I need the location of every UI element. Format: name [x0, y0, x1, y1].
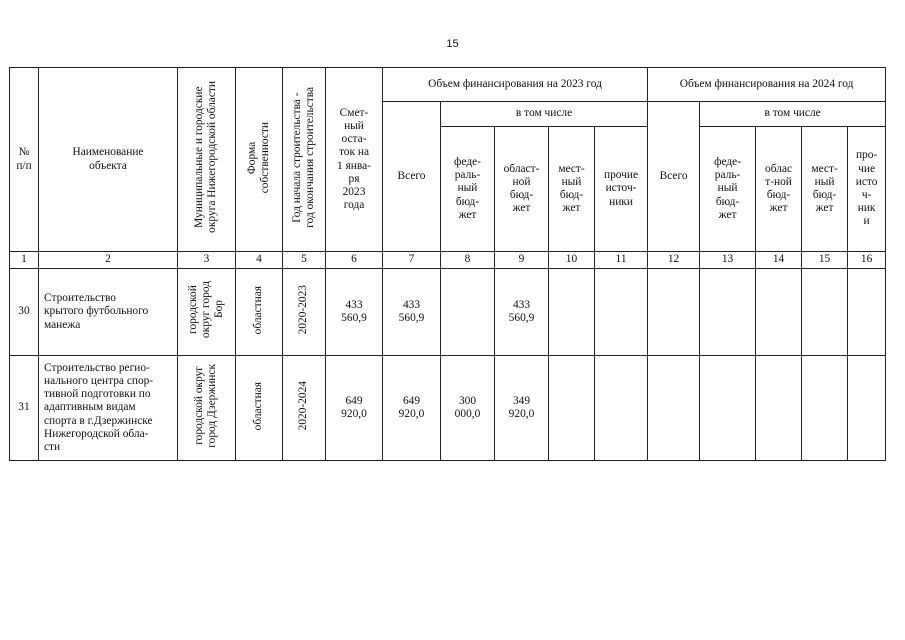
federal-2023: 300 000,0	[441, 356, 495, 461]
other-2023	[595, 356, 648, 461]
header-total-2023: Всего	[383, 102, 441, 252]
header-ownership-cell	[236, 68, 283, 252]
estimated-remainder: 649 920,0	[326, 356, 383, 461]
header-municipal: Муниципальные и городские округа Нижегородской области	[193, 81, 219, 234]
column-number: 14	[756, 252, 802, 269]
ownership-cell	[236, 356, 283, 461]
column-number: 8	[441, 252, 495, 269]
column-number: 12	[648, 252, 700, 269]
other-2024	[848, 269, 886, 356]
column-number: 3	[178, 252, 236, 269]
total-2024	[648, 356, 700, 461]
total-2023: 649 920,0	[383, 356, 441, 461]
funding-table	[9, 67, 886, 461]
construction-years: 2020-2024	[297, 381, 310, 431]
column-number: 7	[383, 252, 441, 269]
table-row	[10, 269, 886, 356]
ownership: областная	[252, 381, 265, 431]
header-including-2023: в том числе	[441, 102, 648, 127]
column-number: 11	[595, 252, 648, 269]
header-no: № п/п	[10, 68, 39, 252]
header-including-2024: в том числе	[700, 102, 886, 127]
municipality-cell	[178, 269, 236, 356]
regional-2023: 433 560,9	[495, 269, 549, 356]
header-other-2023: прочие источ- ники	[595, 127, 648, 252]
municipality: городской округ город Бор	[186, 281, 226, 339]
column-number: 1	[10, 252, 39, 269]
header-row-1	[10, 68, 886, 102]
row-number: 31	[10, 356, 39, 461]
column-number: 4	[236, 252, 283, 269]
object-name: Строительство крытого футбольного манежа	[39, 269, 178, 356]
column-number: 5	[283, 252, 326, 269]
local-2023	[549, 356, 595, 461]
local-2024	[802, 356, 848, 461]
header-regional-2024: облас т-ной бюд- жет	[756, 127, 802, 252]
other-2023	[595, 269, 648, 356]
ownership: областная	[252, 285, 265, 335]
header-funding-2023: Объем финансирования на 2023 год	[383, 68, 648, 102]
regional-2024	[756, 356, 802, 461]
ownership-cell	[236, 269, 283, 356]
page-number: 15	[446, 38, 459, 50]
regional-2023: 349 920,0	[495, 356, 549, 461]
estimated-remainder: 433 560,9	[326, 269, 383, 356]
header-local-2023: мест- ный бюд- жет	[549, 127, 595, 252]
local-2023	[549, 269, 595, 356]
header-federal-2023: феде- раль- ный бюд- жет	[441, 127, 495, 252]
header-local-2024: мест- ный бюд- жет	[802, 127, 848, 252]
federal-2024	[700, 356, 756, 461]
municipality: городской округ город Дзержинск	[193, 364, 219, 448]
header-years: Год начала строительства - год окончания строительства	[290, 86, 316, 228]
regional-2024	[756, 269, 802, 356]
years-cell	[283, 269, 326, 356]
local-2024	[802, 269, 848, 356]
column-number: 9	[495, 252, 549, 269]
total-2024	[648, 269, 700, 356]
table-row	[10, 356, 886, 461]
other-2024	[848, 356, 886, 461]
federal-2024	[700, 269, 756, 356]
column-number: 15	[802, 252, 848, 269]
header-federal-2024: феде- раль- ный бюд- жет	[700, 127, 756, 252]
header-funding-2024: Объем финансирования на 2024 год	[648, 68, 886, 102]
header-name: Наименование объекта	[39, 68, 178, 252]
header-remainder: Смет- ный оста- ток на 1 янва- ря 2023 года	[326, 68, 383, 252]
header-years-cell	[283, 68, 326, 252]
header-total-2024: Всего	[648, 102, 700, 252]
years-cell	[283, 356, 326, 461]
header-regional-2023: област- ной бюд- жет	[495, 127, 549, 252]
column-number: 2	[39, 252, 178, 269]
construction-years: 2020-2023	[297, 285, 310, 335]
column-number: 10	[549, 252, 595, 269]
column-number: 13	[700, 252, 756, 269]
municipality-cell	[178, 356, 236, 461]
column-numbers-row	[10, 252, 886, 269]
column-number: 6	[326, 252, 383, 269]
object-name: Строительство регио- нального центра спор- тивной подготовки по адаптивным видам спорта в г.Дзержинске Нижегородской обла- сти	[39, 356, 178, 461]
total-2023: 433 560,9	[383, 269, 441, 356]
header-ownership: Форма собственности	[245, 121, 271, 194]
header-other-2024: про- чие исто ч- ник и	[848, 127, 886, 252]
column-number: 16	[848, 252, 886, 269]
row-number: 30	[10, 269, 39, 356]
header-municipal-cell	[178, 68, 236, 252]
federal-2023	[441, 269, 495, 356]
